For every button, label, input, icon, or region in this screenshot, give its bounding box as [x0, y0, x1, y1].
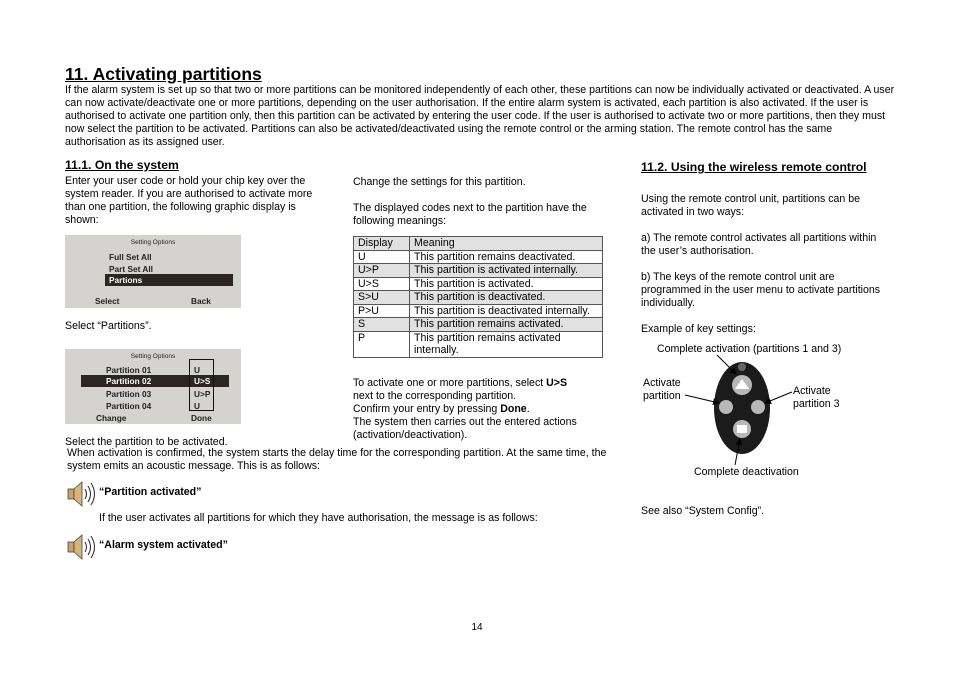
message-partition-activated: “Partition activated”	[99, 486, 202, 498]
label-activate-partition-3: Activate partition 3	[793, 385, 840, 411]
table-row	[354, 331, 603, 357]
lcd-code-03: U>P	[194, 389, 211, 399]
table-header-display: Display	[354, 237, 410, 251]
table-row	[354, 250, 603, 264]
lcd-item-partitions-selected: Partions	[105, 274, 233, 286]
section-heading-wireless-remote: 11.2. Using the wireless remote control	[641, 160, 867, 174]
table-cell-code: S>U	[354, 291, 410, 305]
example-text: Example of key settings:	[641, 323, 756, 335]
option-a-text: a) The remote control activates all partitions within the user’s authorisation.	[641, 232, 877, 258]
codes-intro-text: The displayed codes next to the partition have the following meanings:	[353, 202, 587, 228]
table-header-row	[354, 237, 603, 251]
message-alarm-system-activated: “Alarm system activated”	[99, 539, 228, 551]
delay-text: When activation is confirmed, the system starts the delay time for the corresponding partition. At the same time, the system emits an acoustic message. This is as follows:	[67, 447, 607, 473]
label-complete-deactivation: Complete deactivation	[694, 466, 799, 478]
lcd-item-full-set: Full Set All	[109, 252, 152, 262]
lcd-code-01: U	[194, 365, 200, 375]
section1-paragraph: Enter your user code or hold your chip key over the system reader. If you are authorised to activate more than one partition, the following graphic display is shown:	[65, 175, 313, 227]
page-title: 11. Activating partitions	[65, 64, 262, 84]
table-cell-meaning: This partition remains activated.	[410, 318, 603, 332]
see-also-text: See also “System Config”.	[641, 505, 765, 517]
table-cell-code: U	[354, 250, 410, 264]
activate-text: To activate one or more partitions, select	[353, 377, 547, 389]
table-cell-meaning: This partition is activated internally.	[410, 264, 603, 278]
remote-control-diagram	[640, 355, 800, 470]
section-heading-on-system: 11.1. On the system	[65, 158, 179, 172]
table-cell-code: P>U	[354, 304, 410, 318]
table-row	[354, 318, 603, 332]
table-row	[354, 264, 603, 278]
all-partitions-text: If the user activates all partitions for which they have authorisation, the message is as follows:	[99, 512, 538, 524]
option-b-text: b) The keys of the remote control unit are programmed in the user menu to activate partitions individually.	[641, 271, 881, 310]
table-cell-meaning: This partition remains deactivated.	[410, 250, 603, 264]
confirm-period: .	[526, 403, 530, 416]
table-cell-code: U>S	[354, 277, 410, 291]
intro-paragraph: If the alarm system is set up so that two or more partitions can be monitored independently of each other, these partitions can now be individually activated or deactivated. A user can now activate/deactivate one or more partitions, depending on the user authorisation. If the entire alarm system is activated, each partition is also activated. If the user is authorised to activate one partition only, then this partition can be activated by entering the user code. If the user is authorised to activate two or more partitions, then they must now select the partition to be activated. Partitions can also be activated/deactivated using the remote control or the arming station. The remote control has the same authorisation as its assigned user.	[65, 84, 895, 149]
label-complete-activation: Complete activation (partitions 1 and 3)	[657, 343, 842, 355]
lcd-display-setting-options	[65, 235, 241, 308]
activate-instructions	[353, 377, 628, 442]
lcd-header: Setting Options	[130, 353, 176, 360]
lcd-display-partitions	[65, 349, 241, 424]
lcd-softkey-select: Select	[95, 296, 120, 306]
table-header-meaning: Meaning	[410, 237, 603, 251]
label-activate-partition: Activate partition	[643, 377, 681, 403]
speaker-icon	[66, 532, 98, 567]
activate-text-cont: next to the corresponding partition.	[353, 390, 517, 403]
change-settings-text: Change the settings for this partition.	[353, 176, 526, 188]
table-cell-code: P	[354, 331, 410, 357]
table-cell-meaning: This partition remains activated internally.	[410, 331, 603, 357]
activate-code: U>S	[546, 377, 568, 389]
table-row	[354, 277, 603, 291]
table-cell-meaning: This partition is activated.	[410, 277, 603, 291]
select-partitions-text: Select “Partitions”.	[65, 320, 152, 332]
lcd-code-02: U>S	[194, 376, 211, 386]
lcd-softkey-back: Back	[191, 296, 211, 306]
remote-button-right	[751, 400, 765, 414]
table-cell-meaning: This partition is deactivated internally.	[410, 304, 603, 318]
lcd-code-04: U	[194, 401, 200, 411]
confirm-word: Done	[500, 403, 527, 416]
lcd-partition-02: Partition 02	[106, 376, 152, 386]
lcd-softkey-change: Change	[96, 413, 127, 423]
table-cell-code: S	[354, 318, 410, 332]
remote-button-left	[719, 400, 733, 414]
lcd-partition-04: Partition 04	[106, 401, 152, 411]
table-row	[354, 291, 603, 305]
table-cell-code: U>P	[354, 264, 410, 278]
lcd-softkey-done: Done	[191, 413, 212, 423]
confirm-text: Confirm your entry by pressing	[353, 403, 501, 416]
select-partition-text: Select the partition to be activated.	[65, 436, 228, 448]
lcd-header: Setting Options	[130, 239, 176, 246]
lcd-item-part-set: Part Set All	[109, 264, 153, 274]
speaker-icon	[66, 479, 98, 514]
codes-table	[353, 236, 603, 358]
table-row	[354, 304, 603, 318]
table-cell-meaning: This partition is deactivated.	[410, 291, 603, 305]
page-number: 14	[471, 622, 483, 633]
lcd-partition-03: Partition 03	[106, 389, 152, 399]
lcd-code-column-frame	[189, 359, 214, 411]
lcd-partition-01: Partition 01	[106, 365, 152, 375]
carries-out-text: The system then carries out the entered actions (activation/deactivation).	[353, 416, 577, 442]
section2-paragraph: Using the remote control unit, partitions can be activated in two ways:	[641, 193, 861, 219]
